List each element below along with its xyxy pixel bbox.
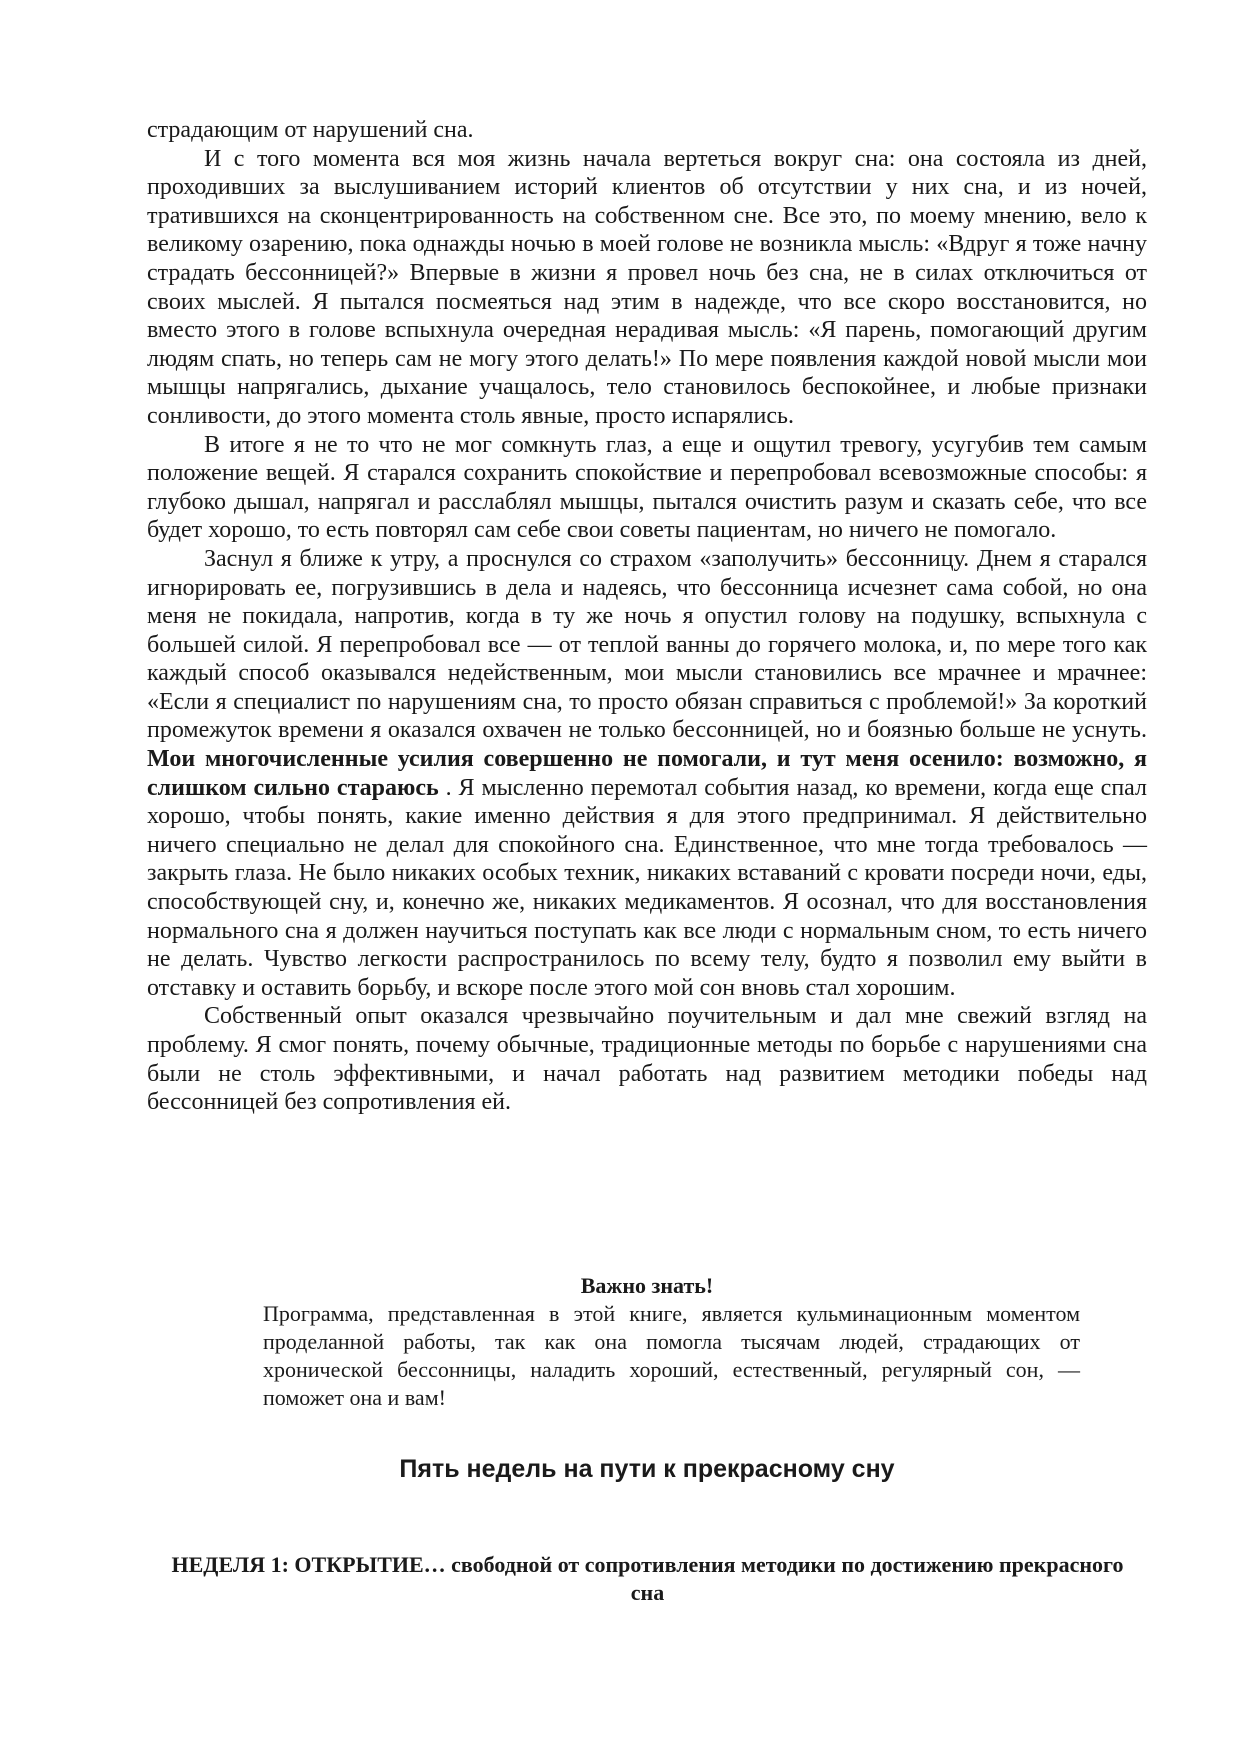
paragraph-experience: Собственный опыт оказался чрезвычайно поучительным и дал мне свежий взгляд на проблему. Я смог понять, почему обычные, традиционные методы по борьбе с нарушениями сна были не столь эффективными, и начал работать над развитием методики победы над бессонницей без сопротивления ей. [147, 1003, 1147, 1116]
body-text [147, 116, 1147, 1117]
realization-text-before: Заснул я ближе к утру, а проснулся со страхом «заполучить» бессонницу. Днем я старался игнорировать ее, погрузившись в дела и надеясь, что бессонница исчезнет сама собой, но она меня не покидала, напротив, когда в ту же ночь я опустил голову на подушку, вспыхнула с большей силой. Я перепробовал все — от теплой ванны до горячего молока, и, по мере того как каждый способ оказывался недейственным, мои мысли становились все мрачнее и мрачнее: «Если я специалист по нарушениям сна, то просто обязан справиться с проблемой!» За короткий промежуток времени я оказался охвачен не только бессонницей, но и боязнью больше не уснуть. [147, 545, 1147, 744]
week-heading: НЕДЕЛЯ 1: ОТКРЫТИЕ… свободной от сопротивления методики по достижению прекрасного сна [171, 1552, 1124, 1605]
important-note-title: Важно знать! [580, 1273, 714, 1298]
paragraph-continuation: страдающим от нарушений сна. [147, 117, 474, 143]
realization-bold-text: Мои многочисленные усилия совершенно не помогали, и тут меня осенило: возможно, я слишком сильно стараюсь [147, 746, 1147, 801]
important-note-text: Программа, представленная в этой книге, является кульминационным моментом проделанной работы, так как она помогла тысячам людей, страдающих от хронической бессонницы, наладить хороший, естественный, регулярный сон, — поможет она и вам! [263, 1301, 1080, 1410]
realization-text-after: . Я мысленно перемотал события назад, ко времени, когда еще спал хорошо, чтобы понять, какие именно действия я для этого предпринимал. Я действительно ничего специально не делал для спокойного сна. Единственное, что мне тогда требовалось — закрыть глаза. Не было никаких особых техник, никаких вставаний с кровати посреди ночи, еды, способствующей сну, и, конечно же, никаких медикаментов. Я осознал, что для восстановления нормального сна я должен научиться поступать как все люди с нормальным сном, то есть ничего не делать. Чувство легкости распространилось по всему телу, будто я позволил ему выйти в отставку и оставить борьбу, и вскоре после этого мой сон вновь стал хорошим. [147, 774, 1147, 1001]
paragraph-sleep-obsession: И с того момента вся моя жизнь начала вертеться вокруг сна: она состояла из дней, проходивших за выслушиванием историй клиентов об отсутствии у них сна, и из ночей, тратившихся на сконцентрированность на собственном сне. Все это, по моему мнению, вело к великому озарению, пока однажды ночью в моей голове не возникла мысль: «Вдруг я тоже начну страдать бессонницей?» Впервые в жизни я провел ночь без сна, не в силах отключиться от своих мыслей. Я пытался посмеяться над этим в надежде, что все скоро восстановится, но вместо этого в голове вспыхнула очередная нерадивая мысль: «Я парень, помогающий другим людям спать, но теперь сам не могу этого делать!» По мере появления каждой новой мысли мои мышцы напрягались, дыхание учащалось, тело становилось беспокойнее, и любые признаки сонливости, до этого момента столь явные, просто испарялись. [147, 145, 1147, 429]
important-note [263, 1272, 1080, 1412]
section-heading: Пять недель на пути к прекрасному сну [399, 1455, 895, 1483]
paragraph-anxiety: В итоге я не то что не мог сомкнуть глаз, а еще и ощутил тревогу, усугубив тем самым положение вещей. Я старался сохранить спокойствие и перепробовал всевозможные способы: я глубоко дышал, напрягал и расслаблял мышцы, пытался очистить разум и сказать себе, что все будет хорошо, то есть повторял сам себе свои советы пациентам, но ничего не помогало. [147, 431, 1147, 544]
paragraph-realization [147, 545, 1147, 1003]
